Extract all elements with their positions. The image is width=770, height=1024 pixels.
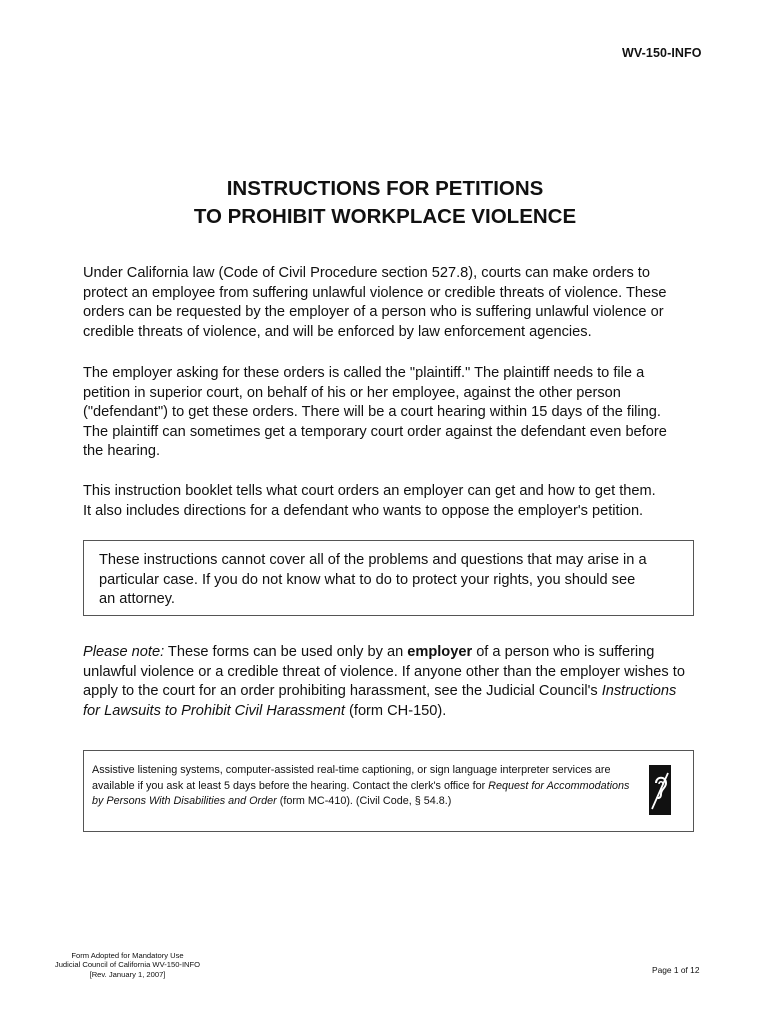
plaintiff-line: The employer asking for these orders is called the "plaintiff." The plaintiff needs to file a xyxy=(83,365,645,381)
footer-line: Form Adopted for Mandatory Use xyxy=(71,951,184,960)
please-note-text: These forms can be used only by an xyxy=(164,644,408,660)
mc410-form-title: Request for Accommodations by Persons With Disabilities and Order xyxy=(92,779,630,807)
ch150-form-title: Instructions for Lawsuits to Prohibit Civil Harassment xyxy=(83,683,677,719)
plaintiff-line: the hearing. xyxy=(83,443,161,460)
plaintiff-line: ("defendant") to get these orders. There will be a court hearing within 15 days of the filing. xyxy=(83,404,661,421)
booklet-line: It also includes directions for a defendant who wants to oppose the employer's petition. xyxy=(83,502,644,519)
title-line-2: TO PROHIBIT WORKPLACE VIOLENCE xyxy=(193,205,577,228)
attorney-notice-box xyxy=(83,540,694,616)
hearing-assistance-icon xyxy=(649,765,671,815)
accessibility-text: Assistive listening systems, computer-assisted real-time captioning, or sign language interpreter services are available if you ask at least 5 days before the hearing. Contact the clerk's office for xyxy=(92,764,611,792)
please-note-paragraph xyxy=(83,643,695,721)
booklet-line: This instruction booklet tells what court orders an employer can get and how to get them. xyxy=(83,483,656,499)
intro-line: protect an employee from suffering unlawful violence or credible threats of violence. These xyxy=(83,284,667,301)
plaintiff-line: petition in superior court, on behalf of his or her employee, against the other person xyxy=(83,384,621,401)
plaintiff-paragraph xyxy=(83,364,695,462)
document-title xyxy=(0,175,770,231)
plaintiff-line: The plaintiff can sometimes get a temporary court order against the defendant even before xyxy=(83,423,667,440)
title-line-1: INSTRUCTIONS FOR PETITIONS xyxy=(226,177,544,200)
please-note-text: (form CH-150). xyxy=(344,702,447,719)
footer-line: [Rev. January 1, 2007] xyxy=(89,969,166,979)
notice-line: These instructions cannot cover all of the problems and questions that may arise in a xyxy=(99,552,647,568)
please-note-text: of a person who is suffering unlawful violence or a credible threat of violence. If anyone other than the employer wishes to apply to the court for an order prohibiting harassment, see the Judicial Council's xyxy=(83,644,685,700)
form-number: WV-150-INFO xyxy=(622,46,702,60)
intro-paragraph xyxy=(83,264,695,342)
notice-line: an attorney. xyxy=(99,591,175,608)
accessibility-notice-box xyxy=(83,750,694,832)
intro-line: Under California law (Code of Civil Procedure section 527.8), courts can make orders to xyxy=(83,265,650,281)
intro-line: orders can be requested by the employer of a person who is suffering unlawful violence or xyxy=(83,304,664,321)
accessibility-text: (form MC-410). (Civil Code, § 54.8.) xyxy=(276,795,452,807)
please-note-label: Please note: xyxy=(83,644,165,660)
form-adoption-info xyxy=(50,951,205,979)
page-number: Page 1 of 12 xyxy=(652,965,700,975)
employer-emphasis: employer xyxy=(407,644,473,660)
notice-line: particular case. If you do not know what to do to protect your rights, you should see xyxy=(99,571,636,588)
intro-line: credible threats of violence, and will be enforced by law enforcement agencies. xyxy=(83,323,592,340)
footer-line: Judicial Council of California WV-150-INFO xyxy=(54,960,201,970)
booklet-paragraph xyxy=(83,482,695,521)
